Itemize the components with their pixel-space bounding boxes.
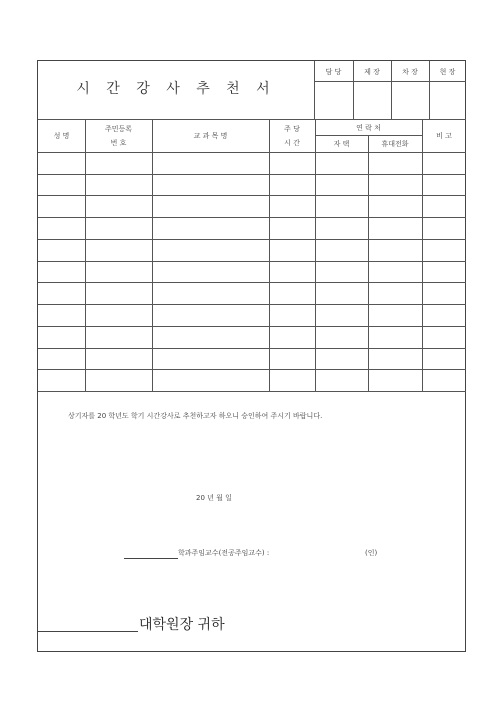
col-header-course: 교 과 목 명 <box>193 132 228 140</box>
approval-sign-box-3[interactable] <box>392 82 428 118</box>
approval-label-director: 현 장 <box>439 68 456 76</box>
addressee: 대학원장 귀하 <box>139 617 225 633</box>
table-row[interactable] <box>38 370 466 391</box>
table-row[interactable] <box>38 327 466 348</box>
col-header-remarks: 비 고 <box>436 132 452 140</box>
signer-name-blank[interactable] <box>124 558 178 559</box>
approval-label-section-head: 제 장 <box>364 68 380 76</box>
table-row[interactable] <box>38 218 466 239</box>
table-row[interactable] <box>38 240 466 261</box>
table-row[interactable] <box>38 196 466 217</box>
col-header-contact: 연 락 처 <box>356 124 381 132</box>
seal-mark: (인) <box>365 549 378 557</box>
recommendation-statement: 상기자를 20 학년도 학기 시간강사로 추천하고자 하오니 승인하여 주시기 바랍니다. <box>68 412 323 420</box>
table-row[interactable] <box>38 262 466 282</box>
col-header-mobile-phone: 휴대전화 <box>381 140 409 148</box>
table-row[interactable] <box>38 305 466 326</box>
table-row[interactable] <box>38 349 466 369</box>
col-header-weekly-hours-line1: 주 당 <box>284 125 300 133</box>
table-row[interactable] <box>38 283 466 304</box>
col-header-name: 성 명 <box>53 132 70 140</box>
recommendation-form <box>37 60 466 652</box>
table-row[interactable] <box>38 175 466 195</box>
col-header-resident-id-line1: 주민등록 <box>104 125 133 133</box>
col-header-weekly-hours-line2: 시 간 <box>284 139 300 147</box>
approval-label-deputy: 차 장 <box>402 68 418 76</box>
approval-sign-box-2[interactable] <box>354 82 390 118</box>
approval-sign-box-1[interactable] <box>315 82 352 118</box>
approval-label-manager: 담 당 <box>325 68 342 76</box>
col-header-resident-id-line2: 번 호 <box>110 139 127 147</box>
approval-sign-box-4[interactable] <box>430 82 465 118</box>
form-title: 시 간 강 사 추 천 서 <box>76 81 276 97</box>
date-line: 20 년 월 일 <box>196 494 232 502</box>
signer-label: 학과주임교수(전공주임교수) : <box>178 549 270 557</box>
addressee-blank[interactable] <box>38 631 138 632</box>
col-header-home-phone: 자 택 <box>333 140 350 148</box>
table-row[interactable] <box>38 153 466 174</box>
